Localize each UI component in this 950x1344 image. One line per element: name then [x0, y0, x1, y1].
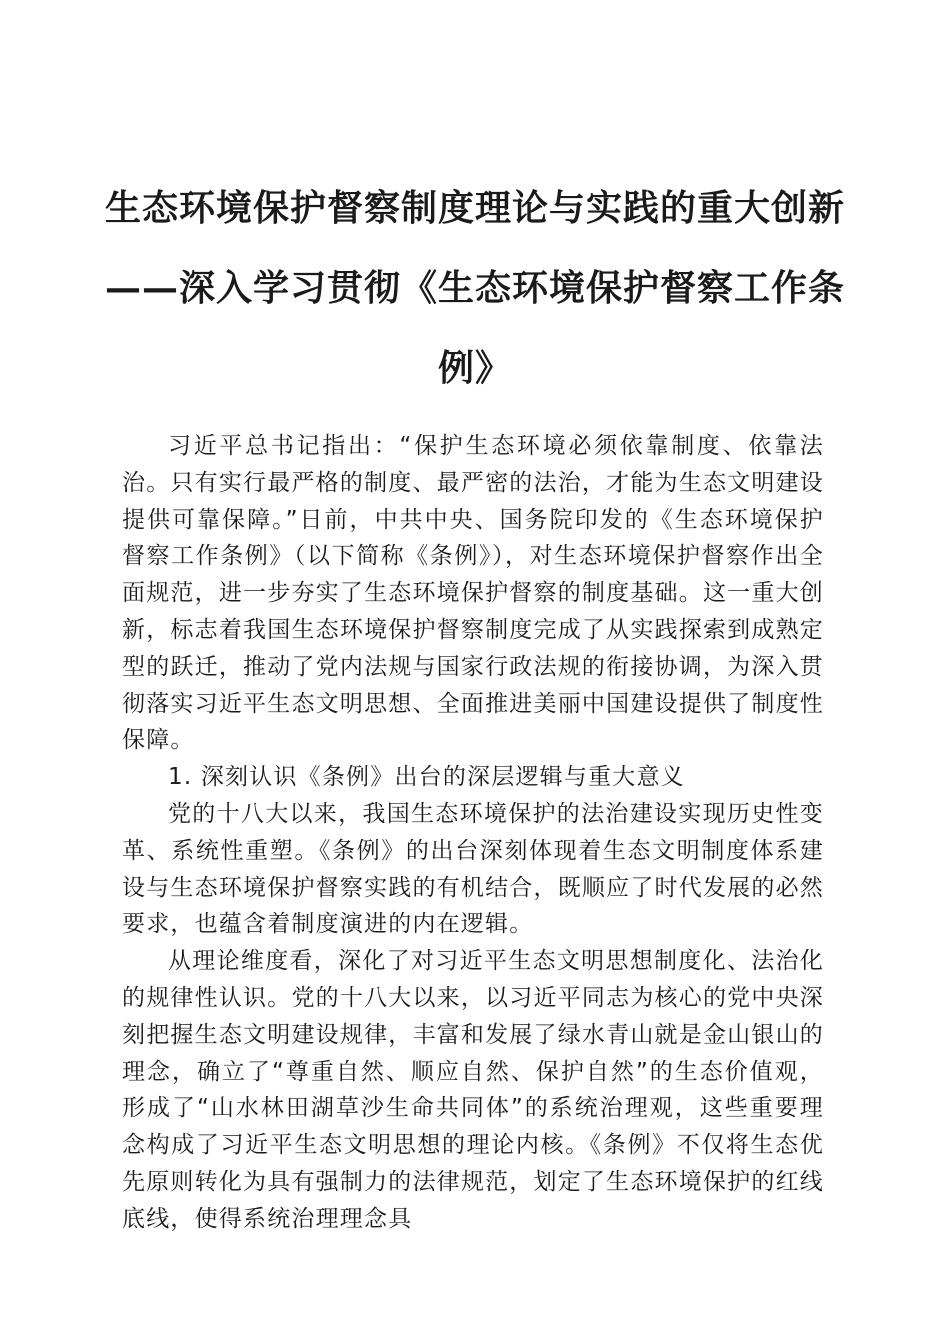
intro-paragraph: 习近平总书记指出：“保护生态环境必须依靠制度、依靠法治。只有实行最严格的制度、最严密的法治，才能为生态文明建设提供可靠保障。”日前，中共中央、国务院印发的《生态环境保护督察工作条例》（以下简称《条例》），对生态环境保护督察作出全面规范，进一步夯实了生态环境保护督察的制度基础。这一重大创新，标志着我国生态环境保护督察制度完成了从实践探索到成熟定型的跃迁，推动了党内法规与国家行政法规的衔接协调，为深入贯彻落实习近平生态文明思想、全面推进美丽中国建设提供了制度性保障。: [122, 433, 824, 754]
section1-paragraph-1: 党的十八大以来，我国生态环境保护的法治建设实现历史性变革、系统性重塑。《条例》的出台深刻体现着生态文明制度体系建设与生态环境保护督察实践的有机结合，既顺应了时代发展的必然要求，也蕴含着制度演进的内在逻辑。: [122, 800, 824, 938]
document-title: [100, 168, 850, 408]
section-heading-1: 1. 深刻认识《条例》出台的深层逻辑与重大意义: [168, 764, 685, 791]
section1-paragraph-2: 从理论维度看，深化了对习近平生态文明思想制度化、法治化的规律性认识。党的十八大以来，以习近平同志为核心的党中央深刻把握生态文明建设规律，丰富和发展了绿水青山就是金山银山的理念，确立了“尊重自然、顺应自然、保护自然”的生态价值观，形成了“山水林田湖草沙生命共同体”的系统治理观，这些重要理念构成了习近平生态文明思想的理论内核。《条例》不仅将生态优先原则转化为具有强制力的法律规范，划定了生态环境保护的红线底线，使得系统治理理念具: [122, 948, 824, 1232]
document-body: [122, 428, 824, 1238]
title-line-3: 例》: [437, 347, 512, 389]
title-line-2: ——深入学习贯彻《生态环境保护督察工作条: [104, 267, 845, 309]
title-line-1: 生态环境保护督察制度理论与实践的重大创新: [104, 187, 845, 229]
